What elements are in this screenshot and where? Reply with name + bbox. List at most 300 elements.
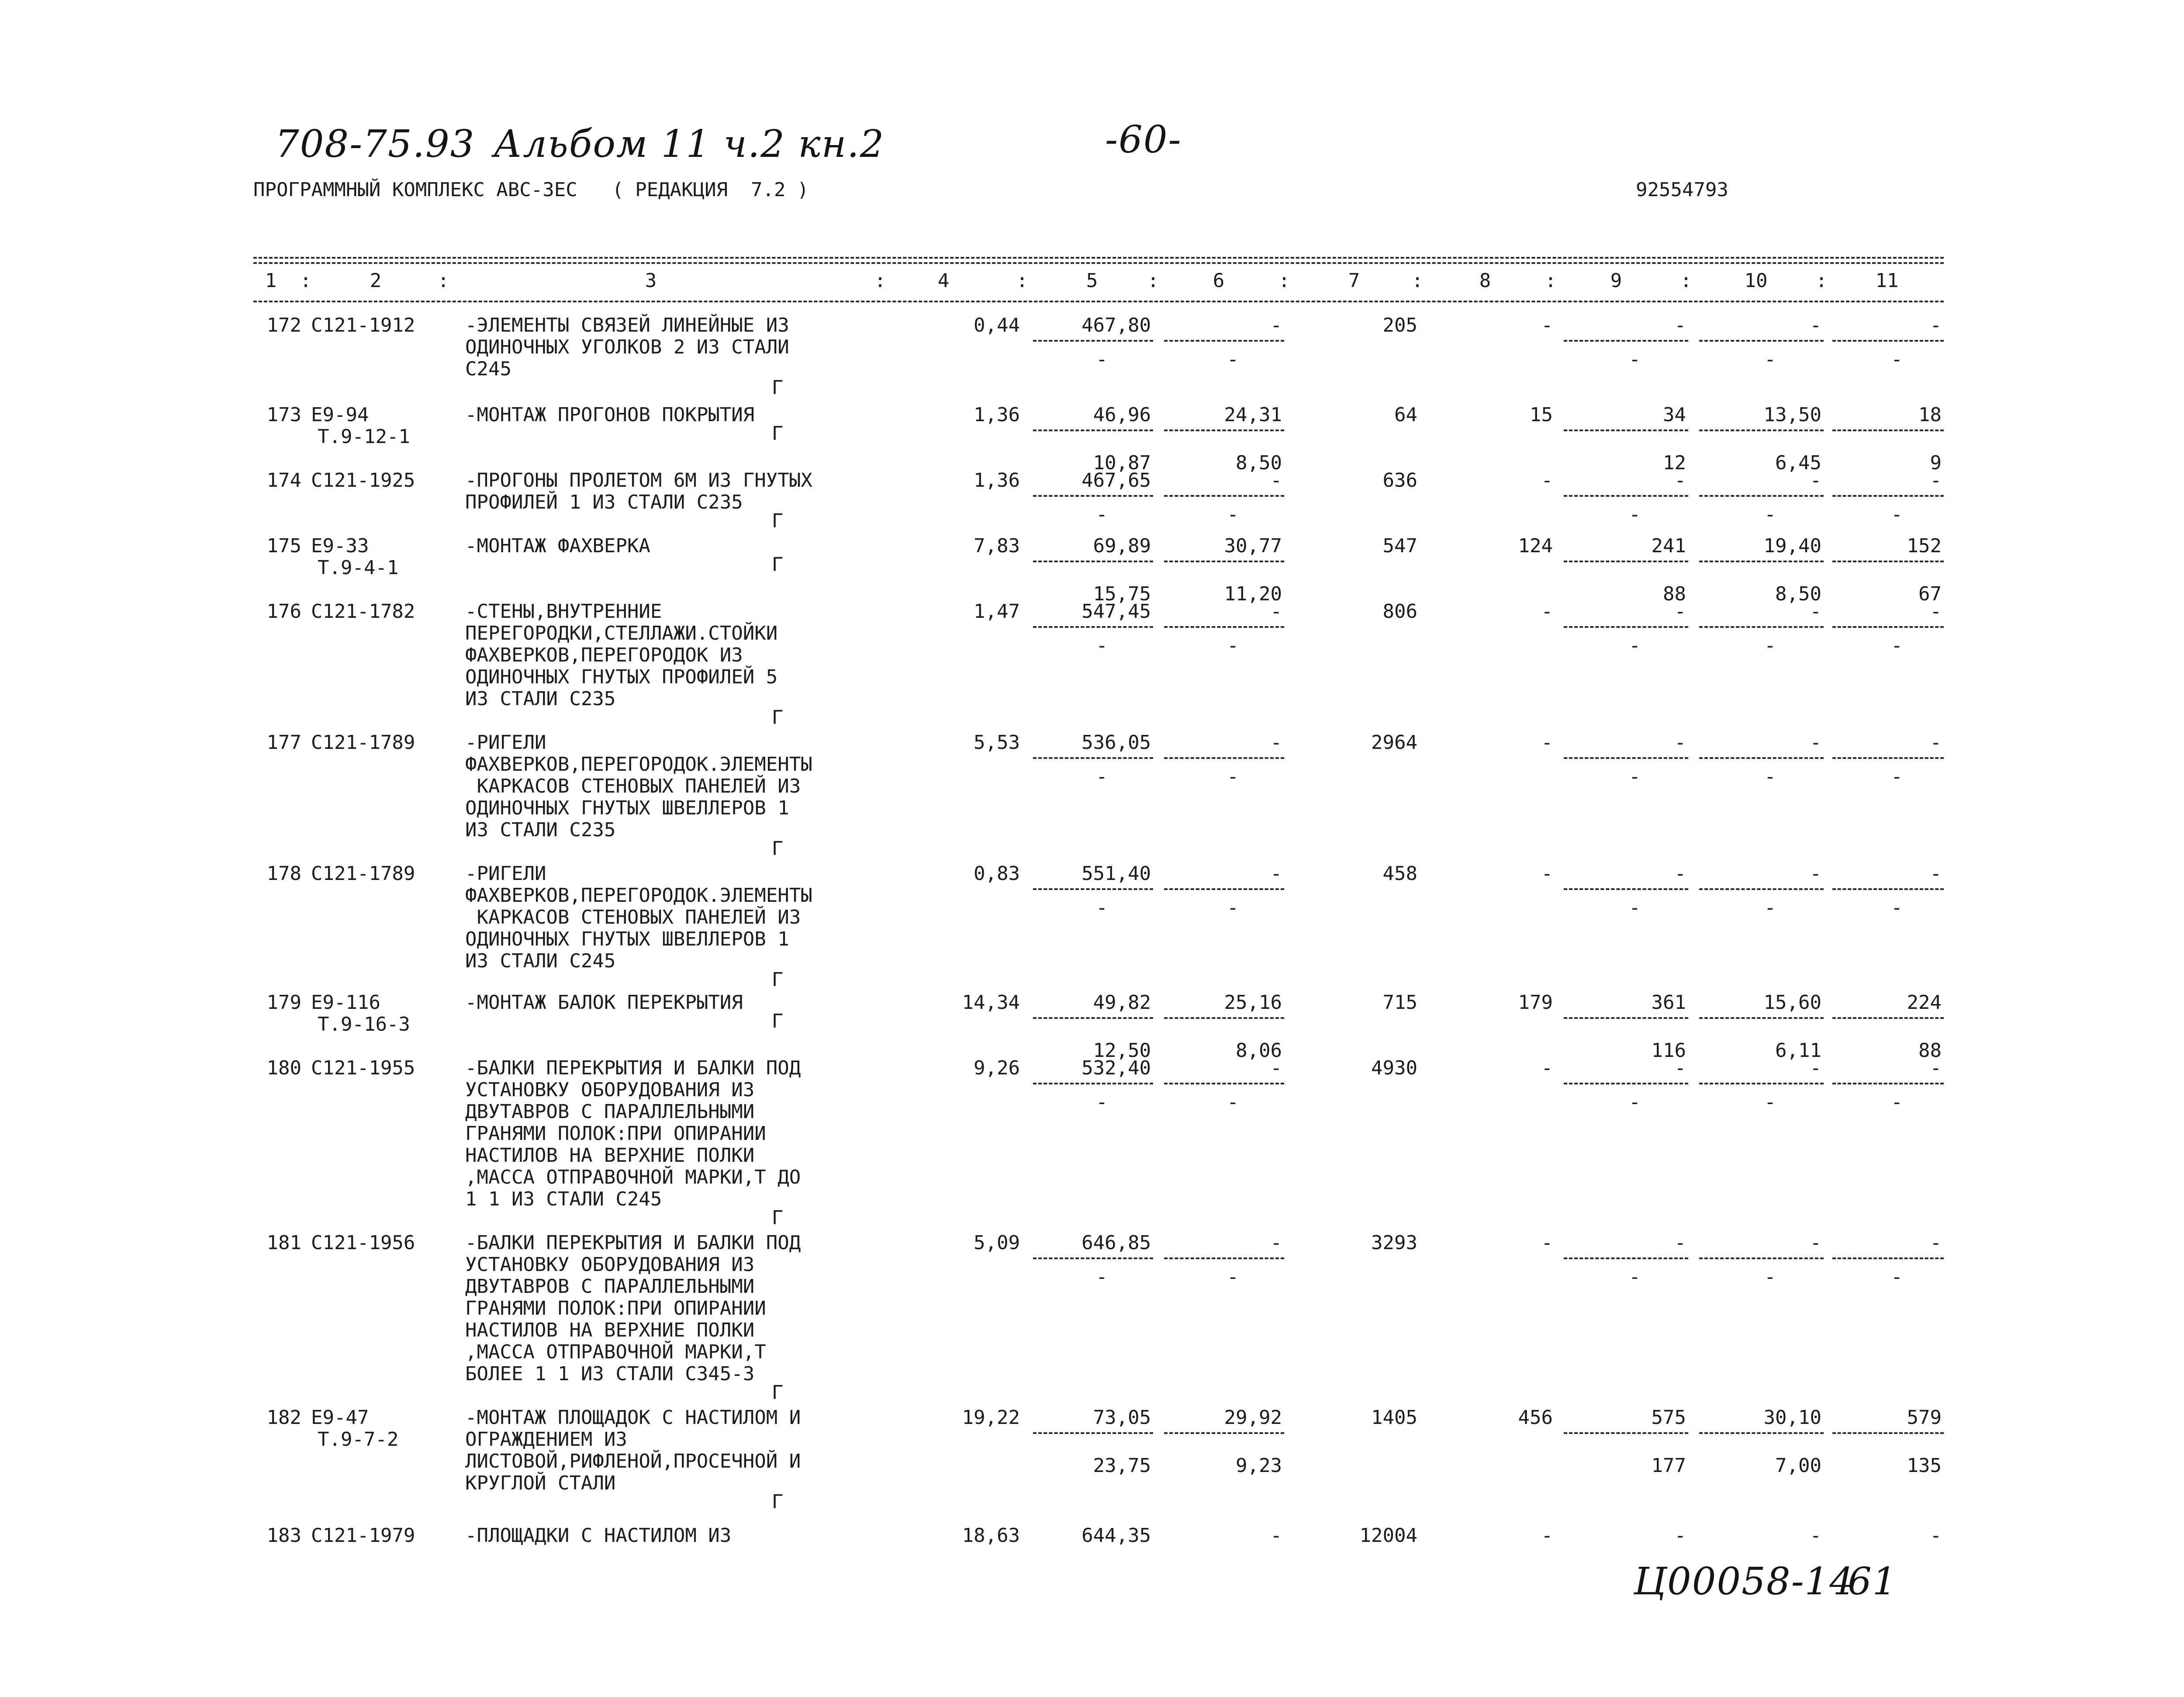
cell-c5-lower: -: [1096, 1266, 1108, 1288]
row-code: С121-1782: [311, 600, 415, 623]
cell-c5-lower: 23,75: [1093, 1455, 1151, 1477]
cell-c11: -: [1930, 1524, 1942, 1547]
cell-divider: [1832, 1432, 1944, 1434]
cell-divider: [1164, 1432, 1284, 1434]
row-code: Е9-47: [311, 1406, 369, 1429]
cell-c9-lower: -: [1629, 1266, 1641, 1288]
cell-c10-lower: -: [1764, 348, 1776, 371]
cell-c8: -: [1541, 469, 1553, 492]
cell-c11-lower: 9: [1930, 452, 1942, 474]
column-header-3: 3: [645, 270, 657, 292]
unit-marker: Г: [771, 1382, 784, 1404]
cell-c10: 15,60: [1763, 991, 1821, 1014]
column-separator: :: [1278, 270, 1290, 292]
cell-c8: 179: [1518, 991, 1553, 1014]
cell-divider: [1564, 888, 1688, 890]
unit-marker: Г: [771, 838, 784, 860]
cell-c5-lower: -: [1096, 348, 1108, 371]
cell-divider: [1564, 429, 1688, 431]
cell-c10: -: [1810, 862, 1821, 885]
cell-divider: [1164, 561, 1284, 562]
cell-c10-lower: -: [1764, 634, 1776, 657]
row-number: 174: [266, 469, 302, 492]
cell-divider: [1699, 626, 1824, 628]
cell-divider: [1033, 561, 1153, 562]
cell-c10: 30,10: [1763, 1406, 1821, 1429]
row-number: 176: [266, 600, 302, 623]
cell-c10-lower: -: [1764, 1091, 1776, 1113]
row-code: С121-1925: [311, 469, 415, 492]
cell-divider: [1164, 1083, 1284, 1084]
cell-c10-lower: 8,50: [1775, 583, 1822, 605]
cell-c10: 19,40: [1763, 535, 1821, 557]
cell-divider: [1699, 429, 1824, 431]
cell-divider: [1564, 495, 1688, 497]
row-description: ИЗ СТАЛИ С245: [465, 950, 616, 972]
row-code: Т.9-12-1: [318, 426, 410, 448]
row-description: УСТАНОВКУ ОБОРУДОВАНИЯ ИЗ: [465, 1079, 755, 1101]
cell-c9: 361: [1651, 991, 1686, 1014]
cell-divider: [1699, 340, 1824, 342]
cell-c7: 12004: [1359, 1524, 1417, 1547]
cell-c7: 636: [1382, 469, 1418, 492]
cell-divider: [1832, 888, 1944, 890]
cell-c11-lower: -: [1891, 634, 1903, 657]
cell-c11: 18: [1918, 404, 1942, 426]
cell-c7: 458: [1382, 862, 1418, 885]
cell-c10: 13,50: [1763, 404, 1821, 426]
cell-c6-lower: 8,06: [1236, 1039, 1282, 1062]
cell-c9: -: [1674, 469, 1686, 492]
cell-c6-lower: -: [1227, 1091, 1239, 1113]
cell-c9: -: [1674, 731, 1686, 754]
cell-c6: -: [1270, 1524, 1282, 1547]
cell-c4: 14,34: [962, 991, 1020, 1014]
row-number: 175: [266, 535, 302, 557]
cell-divider: [1699, 561, 1824, 562]
row-code: Е9-116: [311, 991, 380, 1014]
cell-c9: 34: [1663, 404, 1686, 426]
cell-divider: [1832, 340, 1944, 342]
cell-c6: -: [1270, 862, 1282, 885]
cell-c11: -: [1930, 469, 1942, 492]
cell-c7: 4930: [1371, 1057, 1418, 1079]
cell-divider: [1164, 340, 1284, 342]
cell-c5: 646,85: [1082, 1232, 1151, 1254]
unit-marker: Г: [771, 707, 784, 729]
cell-c7: 547: [1382, 535, 1418, 557]
cell-divider: [1033, 757, 1153, 759]
cell-c9-lower: -: [1629, 348, 1641, 371]
column-separator: :: [437, 270, 449, 292]
cell-c7: 3293: [1371, 1232, 1418, 1254]
row-description: УСТАНОВКУ ОБОРУДОВАНИЯ ИЗ: [465, 1254, 755, 1276]
row-description: ОДИНОЧНЫХ УГОЛКОВ 2 ИЗ СТАЛИ: [465, 336, 789, 358]
handwritten-doc-number: 708-75.93: [275, 122, 475, 166]
cell-c5: 467,80: [1082, 314, 1151, 336]
row-description: ГРАНЯМИ ПОЛОК:ПРИ ОПИРАНИИ: [465, 1122, 766, 1145]
row-code: Т.9-4-1: [318, 557, 399, 579]
cell-c6: -: [1270, 314, 1282, 336]
cell-c4: 5,09: [974, 1232, 1020, 1254]
cell-divider: [1164, 1017, 1284, 1019]
cell-c11: 224: [1907, 991, 1942, 1014]
cell-c10-lower: -: [1764, 765, 1776, 788]
cell-c9-lower: -: [1629, 503, 1641, 526]
cell-c5: 644,35: [1082, 1524, 1151, 1547]
column-separator: :: [1147, 270, 1159, 292]
column-separator: :: [1016, 270, 1028, 292]
header-bottom-rule: [253, 301, 1944, 302]
cell-c8: 15: [1530, 404, 1553, 426]
row-code: С121-1979: [311, 1524, 415, 1547]
row-code: С121-1789: [311, 731, 415, 754]
cell-c5: 551,40: [1082, 862, 1151, 885]
row-description: НАСТИЛОВ НА ВЕРХНИЕ ПОЛКИ: [465, 1144, 755, 1167]
cell-divider: [1033, 495, 1153, 497]
cell-c11: -: [1930, 1057, 1942, 1079]
row-number: 173: [266, 404, 302, 426]
row-description: ДВУТАВРОВ С ПАРАЛЛЕЛЬНЫМИ: [465, 1101, 755, 1123]
cell-divider: [1832, 1017, 1944, 1019]
cell-c10: -: [1810, 314, 1821, 336]
cell-divider: [1033, 1432, 1153, 1434]
cell-divider: [1033, 340, 1153, 342]
unit-marker: Г: [771, 1207, 784, 1229]
cell-divider: [1832, 626, 1944, 628]
cell-divider: [1832, 757, 1944, 759]
cell-c11-lower: 88: [1918, 1039, 1942, 1062]
column-header-2: 2: [370, 270, 382, 292]
cell-c6: -: [1270, 600, 1282, 623]
handwritten-page-number: -60-: [1105, 118, 1182, 162]
cell-c9: -: [1674, 1524, 1686, 1547]
cell-divider: [1564, 1432, 1688, 1434]
row-code: Т.9-7-2: [318, 1428, 399, 1451]
cell-c5: 73,05: [1093, 1406, 1151, 1429]
cell-divider: [1564, 1257, 1688, 1259]
handwritten-sheet-number: 61: [1848, 1560, 1897, 1603]
cell-divider: [1164, 495, 1284, 497]
cell-c11-lower: -: [1891, 765, 1903, 788]
cell-c5: 532,40: [1082, 1057, 1151, 1079]
row-description: С245: [465, 358, 511, 380]
cell-c6-lower: -: [1227, 634, 1239, 657]
row-number: 183: [266, 1524, 302, 1547]
row-description: -МОНТАЖ ФАХВЕРКА: [465, 535, 650, 557]
cell-c10-lower: 6,45: [1775, 452, 1822, 474]
cell-c6-lower: 8,50: [1236, 452, 1282, 474]
row-description: ОДИНОЧНЫХ ГНУТЫХ ШВЕЛЛЕРОВ 1: [465, 797, 789, 819]
cell-c10: -: [1810, 1524, 1821, 1547]
cell-divider: [1832, 495, 1944, 497]
cell-c5-lower: -: [1096, 765, 1108, 788]
cell-c6: -: [1270, 731, 1282, 754]
cell-divider: [1033, 429, 1153, 431]
cell-divider: [1164, 429, 1284, 431]
row-description: ДВУТАВРОВ С ПАРАЛЛЕЛЬНЫМИ: [465, 1275, 755, 1298]
cell-c8: -: [1541, 862, 1553, 885]
cell-c6-lower: -: [1227, 897, 1239, 919]
cell-c4: 5,53: [974, 731, 1020, 754]
cell-divider: [1033, 1017, 1153, 1019]
cell-divider: [1832, 561, 1944, 562]
unit-marker: Г: [771, 377, 784, 399]
row-description: ИЗ СТАЛИ С235: [465, 688, 616, 710]
cell-c5-lower: 15,75: [1093, 583, 1151, 605]
cell-c4: 1,36: [974, 469, 1020, 492]
cell-c11: -: [1930, 314, 1942, 336]
cell-c9: -: [1674, 1057, 1686, 1079]
unit-marker: Г: [771, 554, 784, 576]
cell-divider: [1033, 1257, 1153, 1259]
cell-c10: -: [1810, 469, 1821, 492]
cell-divider: [1164, 888, 1284, 890]
cell-c6: -: [1270, 1232, 1282, 1254]
column-header-4: 4: [937, 270, 950, 292]
cell-c11-lower: 135: [1907, 1455, 1942, 1477]
row-description: -БАЛКИ ПЕРЕКРЫТИЯ И БАЛКИ ПОД: [465, 1057, 801, 1079]
column-header-9: 9: [1610, 270, 1622, 292]
cell-c7: 2964: [1371, 731, 1418, 754]
row-code: Т.9-16-3: [318, 1013, 410, 1036]
cell-divider: [1164, 626, 1284, 628]
row-code: С121-1912: [311, 314, 415, 336]
cell-c8: 124: [1518, 535, 1553, 557]
cell-divider: [1699, 1083, 1824, 1084]
cell-c9: 241: [1651, 535, 1686, 557]
cell-c10: -: [1810, 1057, 1821, 1079]
cell-divider: [1033, 626, 1153, 628]
cell-divider: [1164, 757, 1284, 759]
column-separator: :: [1680, 270, 1692, 292]
column-separator: :: [1545, 270, 1557, 292]
cell-c4: 1,36: [974, 404, 1020, 426]
cell-divider: [1699, 1257, 1824, 1259]
cell-divider: [1832, 1083, 1944, 1084]
cell-c11: -: [1930, 862, 1942, 885]
row-description: НАСТИЛОВ НА ВЕРХНИЕ ПОЛКИ: [465, 1319, 755, 1341]
column-separator: :: [300, 270, 312, 292]
cell-c4: 0,44: [974, 314, 1020, 336]
row-description: ИЗ СТАЛИ С235: [465, 819, 616, 841]
cell-c9: -: [1674, 314, 1686, 336]
column-separator: :: [1411, 270, 1424, 292]
cell-c9-lower: -: [1629, 897, 1641, 919]
row-description: КРУГЛОЙ СТАЛИ: [465, 1472, 616, 1494]
cell-c10: -: [1810, 1232, 1821, 1254]
cell-divider: [1699, 757, 1824, 759]
row-description: -БАЛКИ ПЕРЕКРЫТИЯ И БАЛКИ ПОД: [465, 1232, 801, 1254]
cell-c7: 64: [1394, 404, 1417, 426]
cell-c11-lower: -: [1891, 1266, 1903, 1288]
row-description: -СТЕНЫ,ВНУТРЕННИЕ: [465, 600, 662, 623]
row-description: ФАХВЕРКОВ,ПЕРЕГОРОДОК ИЗ: [465, 644, 743, 666]
row-code: Е9-94: [311, 404, 369, 426]
cell-divider: [1033, 1083, 1153, 1084]
cell-c8: -: [1541, 1524, 1553, 1547]
cell-c8: -: [1541, 731, 1553, 754]
cell-c8: -: [1541, 1232, 1553, 1254]
cell-divider: [1699, 888, 1824, 890]
cell-divider: [1699, 1432, 1824, 1434]
cell-c6-lower: -: [1227, 765, 1239, 788]
cell-c6-lower: -: [1227, 348, 1239, 371]
row-description: БОЛЕЕ 1 1 ИЗ СТАЛИ С345-3: [465, 1363, 755, 1385]
row-description: ,МАССА ОТПРАВОЧНОЙ МАРКИ,Т ДО: [465, 1166, 801, 1188]
header-top-rule: [253, 257, 1944, 259]
cell-c7: 715: [1382, 991, 1418, 1014]
unit-marker: Г: [771, 1010, 784, 1032]
cell-c10-lower: -: [1764, 503, 1776, 526]
row-description: ГРАНЯМИ ПОЛОК:ПРИ ОПИРАНИИ: [465, 1297, 766, 1320]
cell-c9-lower: 116: [1651, 1039, 1686, 1062]
document-code: 92554793: [1636, 179, 1728, 201]
cell-c6: 30,77: [1224, 535, 1282, 557]
cell-c9-lower: -: [1629, 1091, 1641, 1113]
cell-c11: -: [1930, 731, 1942, 754]
column-header-11: 11: [1875, 270, 1899, 292]
row-description: -ПРОГОНЫ ПРОЛЕТОМ 6М ИЗ ГНУТЫХ: [465, 469, 812, 492]
handwritten-album: Альбом 11 ч.2 кн.2: [494, 122, 885, 166]
cell-c5: 536,05: [1082, 731, 1151, 754]
cell-c8: 456: [1518, 1406, 1553, 1429]
cell-divider: [1564, 561, 1688, 562]
row-number: 180: [266, 1057, 302, 1079]
cell-c11-lower: -: [1891, 503, 1903, 526]
cell-c9-lower: -: [1629, 634, 1641, 657]
column-header-5: 5: [1086, 270, 1098, 292]
row-number: 181: [266, 1232, 302, 1254]
row-description: -РИГЕЛИ: [465, 862, 546, 885]
program-title: ПРОГРАММНЫЙ КОМПЛЕКС АВС-3ЕС ( РЕДАКЦИЯ 7.2 ): [253, 179, 809, 201]
row-code: С121-1955: [311, 1057, 415, 1079]
handwritten-footer-code: Ц00058-14: [1634, 1560, 1855, 1603]
cell-c5: 69,89: [1093, 535, 1151, 557]
cell-divider: [1564, 1083, 1688, 1084]
column-separator: :: [1815, 270, 1828, 292]
row-code: Е9-33: [311, 535, 369, 557]
cell-c9: -: [1674, 600, 1686, 623]
cell-c9-lower: 177: [1651, 1455, 1686, 1477]
row-description: -МОНТАЖ БАЛОК ПЕРЕКРЫТИЯ: [465, 991, 743, 1014]
cell-c11: 579: [1907, 1406, 1942, 1429]
cell-c5: 547,45: [1082, 600, 1151, 623]
row-description: ОДИНОЧНЫХ ГНУТЫХ ШВЕЛЛЕРОВ 1: [465, 928, 789, 950]
row-description: ФАХВЕРКОВ,ПЕРЕГОРОДОК.ЭЛЕМЕНТЫ: [465, 753, 812, 776]
cell-c6-lower: -: [1227, 503, 1239, 526]
cell-c5-lower: -: [1096, 634, 1108, 657]
cell-c4: 7,83: [974, 535, 1020, 557]
cell-divider: [1164, 1257, 1284, 1259]
cell-c6: 29,92: [1224, 1406, 1282, 1429]
cell-c7: 205: [1382, 314, 1418, 336]
cell-c10: -: [1810, 600, 1821, 623]
row-description: ФАХВЕРКОВ,ПЕРЕГОРОДОК.ЭЛЕМЕНТЫ: [465, 884, 812, 907]
cell-divider: [1564, 340, 1688, 342]
cell-c9-lower: 12: [1663, 452, 1686, 474]
unit-marker: Г: [771, 510, 784, 532]
cell-c8: -: [1541, 314, 1553, 336]
row-number: 177: [266, 731, 302, 754]
row-description: ПРОФИЛЕЙ 1 ИЗ СТАЛИ С235: [465, 491, 743, 513]
cell-c11-lower: -: [1891, 348, 1903, 371]
cell-c5: 46,96: [1093, 404, 1151, 426]
cell-c11: -: [1930, 1232, 1942, 1254]
row-number: 172: [266, 314, 302, 336]
cell-c10-lower: -: [1764, 897, 1776, 919]
cell-c6: 24,31: [1224, 404, 1282, 426]
row-description: 1 1 ИЗ СТАЛИ С245: [465, 1188, 662, 1210]
unit-marker: Г: [771, 1491, 784, 1513]
cell-divider: [1699, 1017, 1824, 1019]
row-description: КАРКАСОВ СТЕНОВЫХ ПАНЕЛЕЙ ИЗ: [465, 906, 801, 928]
cell-c11: 152: [1907, 535, 1942, 557]
cell-c9: -: [1674, 862, 1686, 885]
row-code: С121-1956: [311, 1232, 415, 1254]
cell-c5-lower: -: [1096, 503, 1108, 526]
cell-c5: 49,82: [1093, 991, 1151, 1014]
unit-marker: Г: [771, 423, 784, 445]
cell-c4: 19,22: [962, 1406, 1020, 1429]
cell-c9-lower: -: [1629, 765, 1641, 788]
cell-c8: -: [1541, 600, 1553, 623]
cell-c9: 575: [1651, 1406, 1686, 1429]
cell-c5-lower: -: [1096, 897, 1108, 919]
cell-c9-lower: 88: [1663, 583, 1686, 605]
cell-divider: [1832, 429, 1944, 431]
header-top-rule-2: [253, 262, 1944, 264]
cell-c11-lower: -: [1891, 897, 1903, 919]
cell-divider: [1699, 495, 1824, 497]
cell-c10-lower: -: [1764, 1266, 1776, 1288]
row-description: -МОНТАЖ ПРОГОНОВ ПОКРЫТИЯ: [465, 404, 755, 426]
cell-c9: -: [1674, 1232, 1686, 1254]
cell-divider: [1564, 626, 1688, 628]
cell-c5-lower: 10,87: [1093, 452, 1151, 474]
cell-divider: [1832, 1257, 1944, 1259]
cell-c7: 806: [1382, 600, 1418, 623]
cell-c6: -: [1270, 469, 1282, 492]
cell-c11: -: [1930, 600, 1942, 623]
row-description: -МОНТАЖ ПЛОЩАДОК С НАСТИЛОМ И: [465, 1406, 801, 1429]
cell-c11-lower: 67: [1918, 583, 1942, 605]
cell-c4: 9,26: [974, 1057, 1020, 1079]
column-header-1: 1: [265, 270, 277, 292]
row-number: 178: [266, 862, 302, 885]
cell-c6-lower: 11,20: [1224, 583, 1282, 605]
cell-c4: 0,83: [974, 862, 1020, 885]
cell-divider: [1033, 888, 1153, 890]
cell-divider: [1564, 757, 1688, 759]
cell-c4: 18,63: [962, 1524, 1020, 1547]
row-description: -РИГЕЛИ: [465, 731, 546, 754]
row-code: С121-1789: [311, 862, 415, 885]
cell-c6: -: [1270, 1057, 1282, 1079]
column-separator: :: [874, 270, 886, 292]
cell-c11-lower: -: [1891, 1091, 1903, 1113]
row-description: ПЕРЕГОРОДКИ,СТЕЛЛАЖИ.СТОЙКИ: [465, 622, 778, 644]
row-description: -ПЛОЩАДКИ С НАСТИЛОМ ИЗ: [465, 1524, 732, 1547]
cell-c5-lower: -: [1096, 1091, 1108, 1113]
cell-c5: 467,65: [1082, 469, 1151, 492]
cell-c6-lower: -: [1227, 1266, 1239, 1288]
cell-c10-lower: 7,00: [1775, 1455, 1822, 1477]
row-number: 179: [266, 991, 302, 1014]
row-description: ОГРАЖДЕНИЕМ ИЗ: [465, 1428, 627, 1451]
cell-divider: [1564, 1017, 1688, 1019]
cell-c4: 1,47: [974, 600, 1020, 623]
